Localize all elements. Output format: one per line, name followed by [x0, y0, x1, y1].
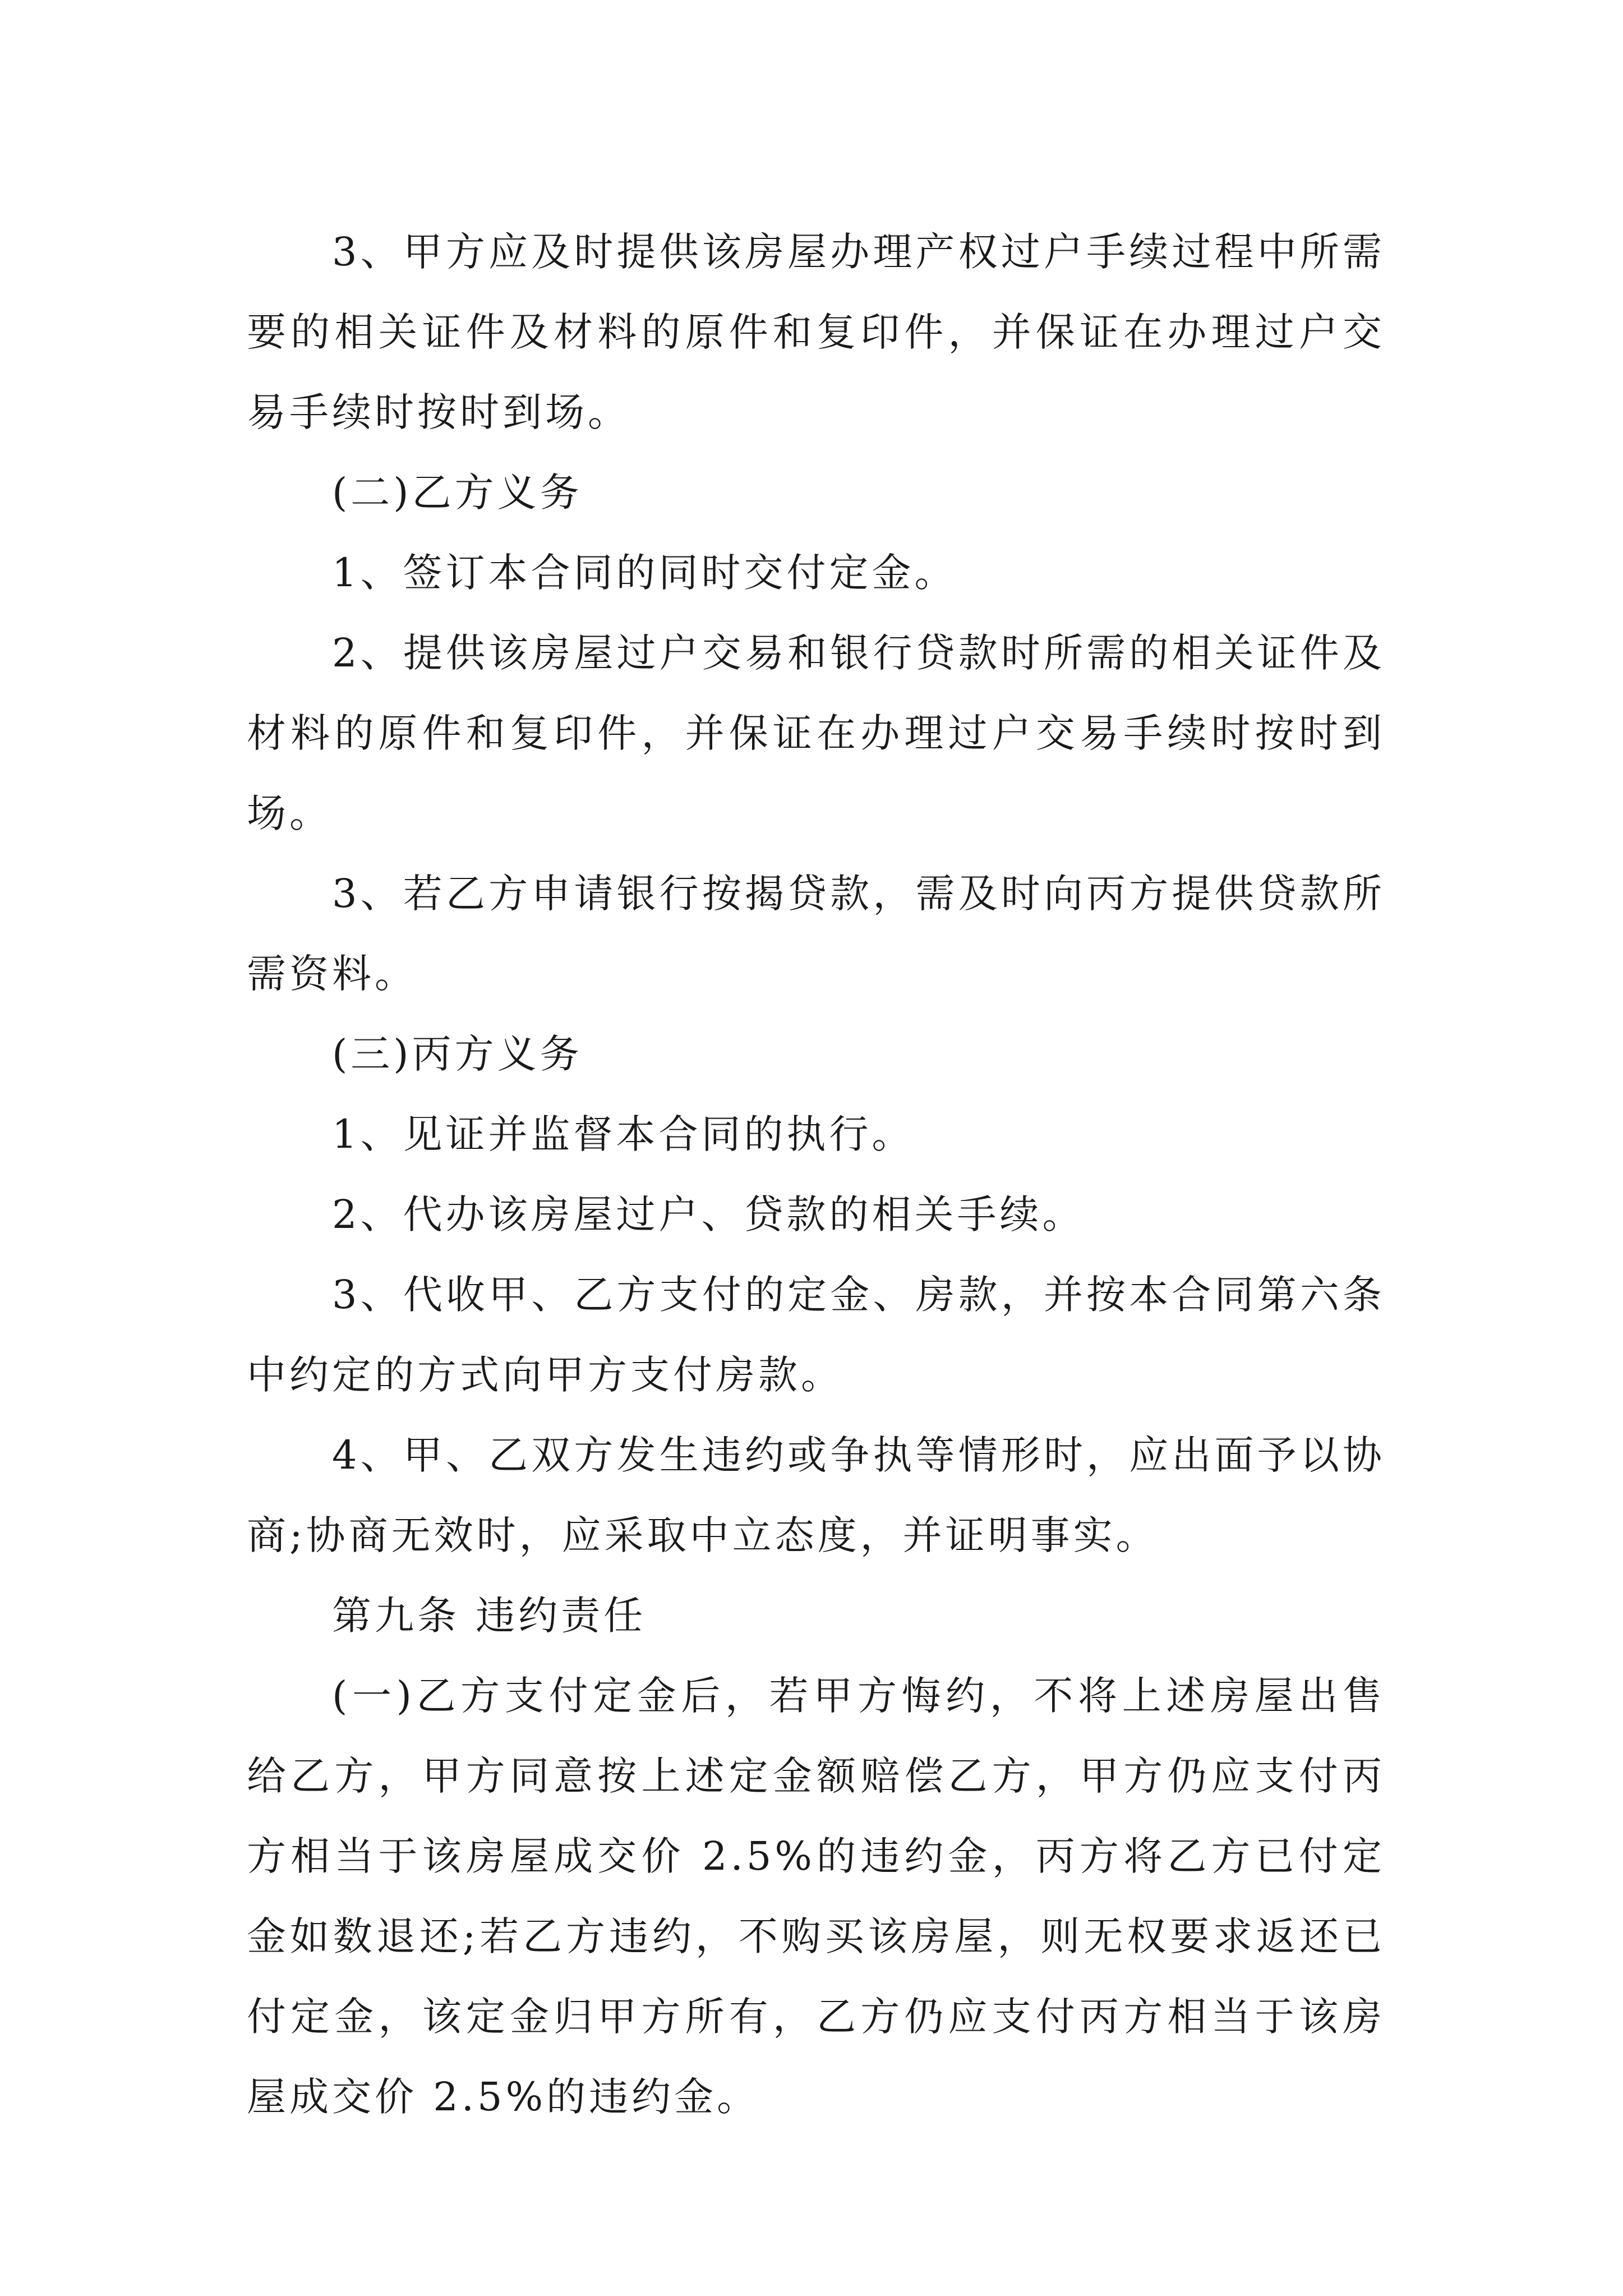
heading-party-b-duties: (二)乙方义务: [332, 470, 583, 516]
paragraph-party-b-duty-1: 1、签订本合同的同时交付定金。: [332, 550, 957, 596]
paragraph-party-c-duty-2: 2、代办该房屋过户、贷款的相关手续。: [332, 1191, 1085, 1237]
heading-party-c-duties: (三)丙方义务: [332, 1031, 583, 1077]
article-nine-heading: 第九条 违约责任: [332, 1593, 647, 1639]
paragraph-party-b-duty-2: 2、提供该房屋过户交易和银行贷款时所需的相关证件及材料的原件和复印件，并保证在办理过户交易手续时按时到场。: [247, 630, 1385, 836]
paragraph-party-a-duty-3: 3、甲方应及时提供该房屋办理产权过户手续过程中所需要的相关证件及材料的原件和复印件，并保证在办理过户交易手续时按时到场。: [247, 229, 1385, 435]
paragraph-party-c-duty-3: 3、代收甲、乙方支付的定金、房款，并按本合同第六条中约定的方式向甲方支付房款。: [247, 1272, 1385, 1398]
document-body: [247, 212, 1385, 2137]
paragraph-breach-clause-1: (一)乙方支付定金后，若甲方悔约，不将上述房屋出售给乙方，甲方同意按上述定金额赔偿乙方，甲方仍应支付丙方相当于该房屋成交价 2.5%的违约金，丙方将乙方已付定金如数退还;若乙方违约，不购买该房屋，则无权要求返还已付定金，该定金归甲方所有，乙方仍应支付丙方相当于该房屋成交价 2.5%的违约金。: [247, 1673, 1385, 2120]
paragraph-party-b-duty-3: 3、若乙方申请银行按揭贷款，需及时向丙方提供贷款所需资料。: [247, 871, 1385, 997]
paragraph-party-c-duty-4: 4、甲、乙双方发生违约或争执等情形时，应出面予以协商;协商无效时，应采取中立态度，并证明事实。: [247, 1432, 1385, 1558]
paragraph-party-c-duty-1: 1、见证并监督本合同的执行。: [332, 1111, 915, 1157]
